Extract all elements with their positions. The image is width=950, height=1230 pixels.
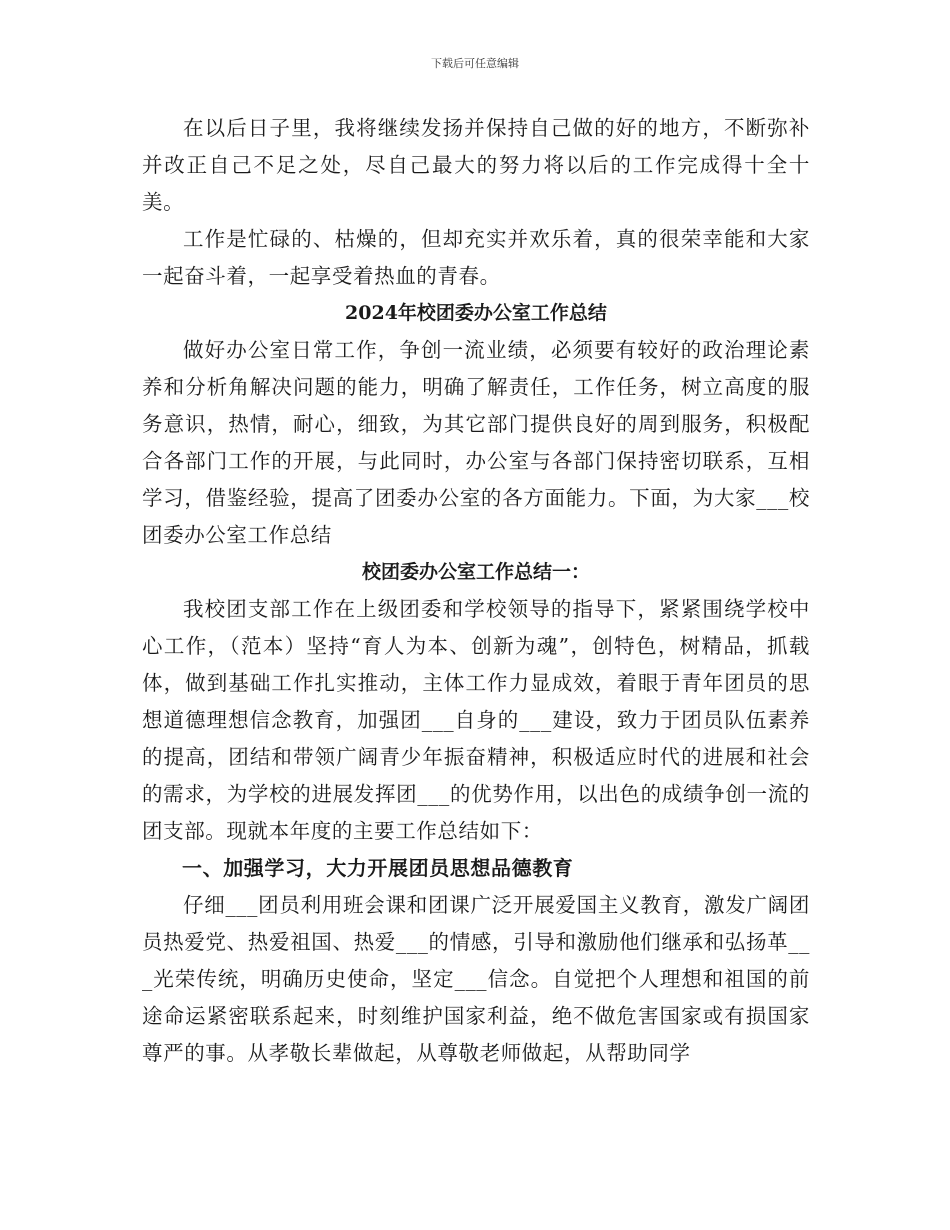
document-body	[142, 110, 810, 1072]
paragraph-4: 我校团支部工作在上级团委和学校领导的指导下，紧紧围绕学校中心工作，（范本）坚持“育人为本、创新为魂”，创特色，树精品，抓载体，做到基础工作扎实推动，主体工作力显成效，着眼于青年团员的思想道德理想信念教育，加强团___自身的___建设，致力于团员队伍素养的提高，团结和带领广阔青少年振奋精神，积极适应时代的进展和社会的需求，为学校的进展发挥团___的优势作用，以出色的成绩争创一流的团支部。现就本年度的主要工作总结如下：	[142, 597, 810, 843]
paragraph-2: 工作是忙碌的、枯燥的，但却充实并欢乐着，真的很荣幸能和大家一起奋斗着，一起享受着热血的青春。	[142, 227, 810, 288]
subsection-heading: 一、加强学习，大力开展团员思想品德教育	[182, 856, 574, 880]
paragraph-1: 在以后日子里，我将继续发扬并保持自己做的好的地方，不断弥补并改正自己不足之处，尽自己最大的努力将以后的工作完成得十全十美。	[142, 116, 810, 214]
header-note: 下载后可任意编辑	[431, 57, 519, 70]
paragraph-5: 仔细___团员利用班会课和团课广泛开展爱国主义教育，激发广阔团员热爱党、热爱祖国、热爱___的情感，引导和激励他们继承和弘扬革___光荣传统，明确历史使命，坚定___信念。自觉把个人理想和祖国的前途命运紧密联系起来，时刻维护国家利益，绝不做危害国家或有损国家尊严的事。从孝敬长辈做起，从尊敬老师做起，从帮助同学	[142, 893, 810, 1065]
paragraph-3: 做好办公室日常工作，争创一流业绩，必须要有较好的政治理论素养和分析角解决问题的能力，明确了解责任，工作任务，树立高度的服务意识，热情，耐心，细致，为其它部门提供良好的周到服务，积极配合各部门工作的开展，与此同时，办公室与各部门保持密切联系，互相学习，借鉴经验，提高了团委办公室的各方面能力。下面，为大家___校团委办公室工作总结	[142, 338, 810, 547]
document-title: 2024年校团委办公室工作总结	[345, 302, 607, 324]
section-title: 校团委办公室工作总结一：	[361, 561, 590, 583]
